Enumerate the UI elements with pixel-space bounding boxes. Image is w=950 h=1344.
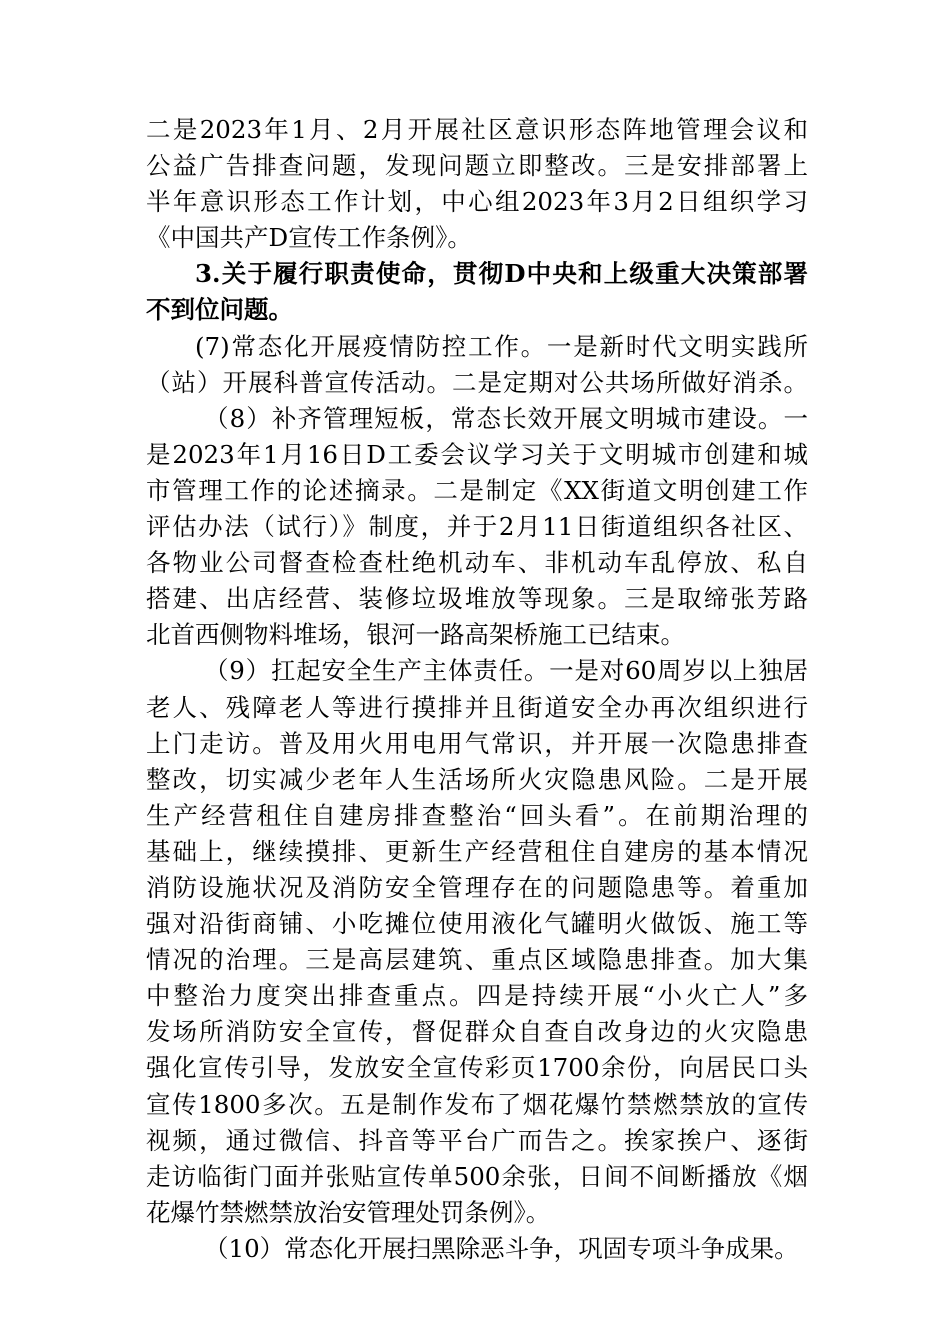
text-line: 半年意识形态工作计划，中心组2023年3月2日组织学习: [146, 187, 808, 217]
text-line: 生产经营租住自建房排查整治“回头看”。在前期治理的: [146, 800, 808, 830]
text-line: （8）补齐管理短板，常态长效开展文明城市建设。一: [204, 403, 808, 433]
heading-line: 不到位问题。: [146, 295, 293, 325]
text-line: 情况的治理。三是高层建筑、重点区域隐患排查。加大集: [146, 945, 808, 975]
text-line: 基础上，继续摸排、更新生产经营租住自建房的基本情况: [146, 836, 808, 866]
text-line: 消防设施状况及消防安全管理存在的问题隐患等。着重加: [146, 872, 808, 902]
text-line: 各物业公司督查检查杜绝机动车、非机动车乱停放、私自: [146, 548, 808, 578]
text-line: 视频，通过微信、抖音等平台广而告之。挨家挨户、逐街: [146, 1125, 808, 1155]
text-line: 发场所消防安全宣传，督促群众自查自改身边的火灾隐患: [146, 1017, 808, 1047]
text-line: 公益广告排查问题，发现问题立即整改。三是安排部署上: [146, 151, 808, 181]
paragraph-ideology-meetings: [146, 112, 808, 256]
text-line: 强对沿街商铺、小吃摊位使用液化气罐明火做饭、施工等: [146, 909, 808, 939]
document-body: [146, 112, 808, 1267]
text-line: 宣传1800多次。五是制作发布了烟花爆竹禁燃禁放的宣传: [146, 1089, 808, 1119]
text-line: 市管理工作的论述摘录。二是制定《XX街道文明创建工作: [146, 475, 808, 505]
text-line: 北首西侧物料堆场，银河一路高架桥施工已结束。: [146, 620, 685, 650]
text-line: 老人、残障老人等进行摸排并且街道安全办再次组织进行: [146, 692, 808, 722]
text-line: 上门走访。普及用火用电用气常识，并开展一次隐患排查: [146, 728, 808, 758]
text-line: 整改，切实减少老年人生活场所火灾隐患风险。二是开展: [146, 764, 808, 794]
text-line: 评估办法（试行）》制度，并于2月11日街道组织各社区、: [146, 512, 808, 542]
paragraph-item-8: [146, 401, 808, 654]
text-line: 《中国共产D宣传工作条例》。: [146, 223, 472, 253]
paragraph-item-9: [146, 653, 808, 1231]
text-line: 走访临街门面并张贴宣传单500余张，日间不间断播放《烟: [146, 1161, 808, 1191]
text-line: （10）常态化开展扫黑除恶斗争，巩固专项斗争成果。: [204, 1233, 799, 1263]
text-line: 二是2023年1月、2月开展社区意识形态阵地管理会议和: [146, 115, 808, 144]
text-line: （站）开展科普宣传活动。二是定期对公共场所做好消杀。: [146, 367, 808, 397]
text-line: 中整治力度突出排查重点。四是持续开展“小火亡人”多: [146, 981, 808, 1011]
section-heading-3: [146, 256, 808, 328]
text-line: （9）扛起安全生产主体责任。一是对60周岁以上独居: [204, 656, 808, 686]
text-line: 是2023年1月16日D工委会议学习关于文明城市创建和城: [146, 439, 808, 469]
heading-line: 3.关于履行职责使命，贯彻D中央和上级重大决策部署: [195, 259, 808, 289]
text-line: 搭建、出店经营、装修垃圾堆放等现象。三是取缔张芳路: [146, 584, 808, 614]
paragraph-item-10: [146, 1231, 808, 1267]
text-line: 花爆竹禁燃禁放治安管理处罚条例》。: [146, 1197, 551, 1227]
paragraph-item-7: [146, 329, 808, 401]
text-line: 强化宣传引导，发放安全宣传彩页1700余份，向居民口头: [146, 1053, 808, 1083]
text-line: (7)常态化开展疫情防控工作。一是新时代文明实践所: [195, 331, 808, 361]
